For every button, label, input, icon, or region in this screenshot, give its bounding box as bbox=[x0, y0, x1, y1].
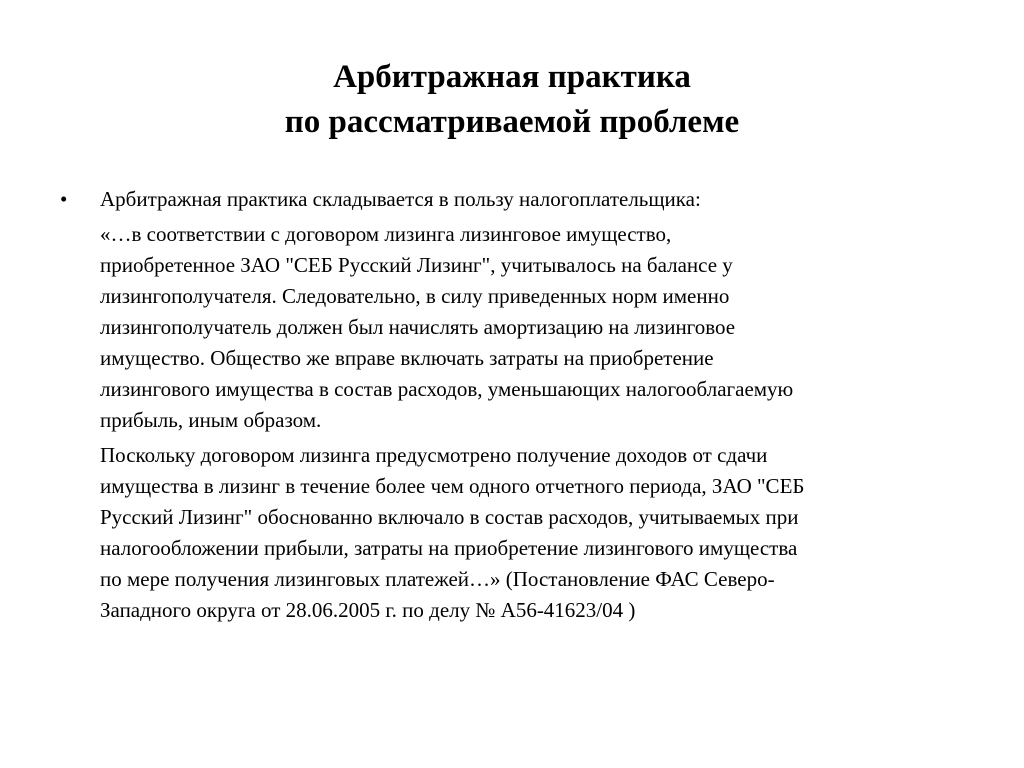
quote-line: лизингового имущества в состав расходов, уменьшающих налогооблагаемую bbox=[100, 377, 794, 401]
quote-line: прибыль, иным образом. bbox=[100, 408, 322, 432]
quote-line: «…в соответствии с договором лизинга лизинговое имущество, bbox=[100, 222, 672, 246]
slide-content bbox=[60, 184, 960, 630]
bullet-marker: • bbox=[60, 187, 68, 211]
quote-line: имущество. Общество же вправе включать затраты на приобретение bbox=[100, 346, 714, 370]
quote-paragraph-2 bbox=[100, 440, 960, 626]
bullet-item bbox=[60, 184, 960, 626]
quote-line: налогообложении прибыли, затраты на приобретение лизингового имущества bbox=[100, 536, 798, 560]
bullet-lead-text: Арбитражная практика складывается в пользу налогоплательщика: bbox=[100, 187, 701, 211]
quote-line: по мере получения лизинговых платежей…» (Постановление ФАС Северо- bbox=[100, 567, 775, 591]
quote-paragraph-1 bbox=[100, 219, 960, 436]
quote-line: Западного округа от 28.06.2005 г. по делу № А56-41623/04 ) bbox=[100, 598, 636, 622]
quote-line: лизингополучатель должен был начислять амортизацию на лизинговое bbox=[100, 315, 736, 339]
slide-title bbox=[0, 55, 1024, 145]
quote-line: Русский Лизинг" обоснованно включало в состав расходов, учитываемых при bbox=[100, 505, 799, 529]
quote-line: Поскольку договором лизинга предусмотрено получение доходов от сдачи bbox=[100, 443, 768, 467]
slide-title-line-2: по рассматриваемой проблеме bbox=[284, 104, 740, 140]
slide-title-line-1: Арбитражная практика bbox=[333, 59, 691, 95]
quote-line: лизингополучателя. Следовательно, в силу приведенных норм именно bbox=[100, 284, 730, 308]
quote-line: имущества в лизинг в течение более чем одного отчетного периода, ЗАО "СЕБ bbox=[100, 474, 805, 498]
quote-line: приобретенное ЗАО "СЕБ Русский Лизинг", учитывалось на балансе у bbox=[100, 253, 733, 277]
